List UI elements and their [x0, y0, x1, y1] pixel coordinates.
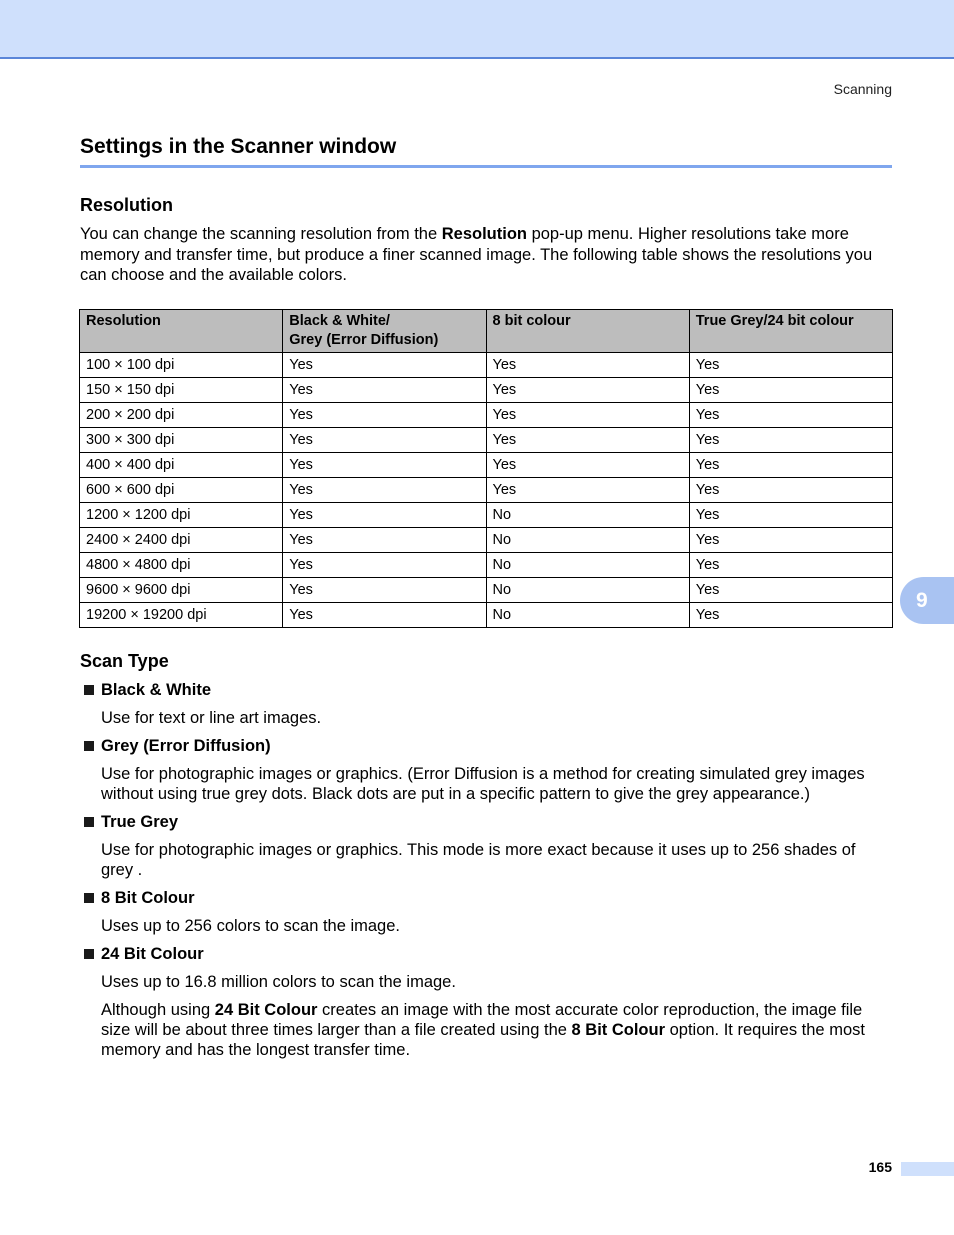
header-resolution: Resolution — [80, 310, 283, 353]
running-head: Scanning — [833, 81, 892, 97]
table-row — [80, 478, 893, 503]
note-text-3: option. It requires the most memory and has the longest transfer time. — [101, 1021, 865, 1059]
cell-8bit: Yes — [486, 403, 689, 428]
table-row — [80, 528, 893, 553]
intro-text-1: You can change the scanning resolution from the — [80, 225, 442, 243]
table-row — [80, 578, 893, 603]
square-bullet-icon — [84, 949, 94, 959]
cell-8bit: Yes — [486, 428, 689, 453]
header-8bit: 8 bit colour — [486, 310, 689, 353]
square-bullet-icon — [84, 741, 94, 751]
cell-resolution: 9600 × 9600 dpi — [80, 578, 283, 603]
intro-text-2: pop-up menu. Higher resolutions take more memory and transfer time, but produce a finer scanned image. The following table shows the resolutions you can choose and the available colors. — [80, 225, 873, 284]
bullet-grey-error-diffusion — [84, 736, 892, 756]
scan-type-list — [84, 680, 892, 1068]
page-title: Settings in the Scanner window — [80, 135, 397, 158]
cell-8bit: Yes — [486, 353, 689, 378]
table-row — [80, 553, 893, 578]
cell-8bit: Yes — [486, 378, 689, 403]
header-band — [0, 0, 954, 59]
cell-8bit: No — [486, 578, 689, 603]
cell-24bit: Yes — [689, 503, 892, 528]
note-bold-8bit: 8 Bit Colour — [571, 1021, 666, 1039]
cell-24bit: Yes — [689, 528, 892, 553]
table-body — [80, 353, 893, 628]
cell-8bit: No — [486, 503, 689, 528]
cell-bw-grey: Yes — [283, 403, 486, 428]
table-row — [80, 353, 893, 378]
bullet-text: Uses up to 16.8 million colors to scan the image. — [101, 973, 456, 991]
cell-bw-grey: Yes — [283, 478, 486, 503]
square-bullet-icon — [84, 685, 94, 695]
cell-8bit: No — [486, 603, 689, 628]
bullet-text: Use for photographic images or graphics. (Error Diffusion is a method for creating simulated grey images without using true grey dots. Black dots are put in a specific pattern to give the grey appearance.) — [101, 765, 865, 803]
square-bullet-icon — [84, 817, 94, 827]
table-row — [80, 503, 893, 528]
cell-24bit: Yes — [689, 353, 892, 378]
cell-bw-grey: Yes — [283, 603, 486, 628]
bullet-24-bit-colour — [84, 944, 892, 964]
bullet-label: True Grey — [101, 813, 179, 831]
header-bw: Black & White/ — [289, 313, 390, 329]
cell-8bit: Yes — [486, 478, 689, 503]
cell-24bit: Yes — [689, 578, 892, 603]
cell-bw-grey: Yes — [283, 553, 486, 578]
note-bold-24bit: 24 Bit Colour — [214, 1001, 318, 1019]
cell-resolution: 1200 × 1200 dpi — [80, 503, 283, 528]
title-rule — [80, 165, 892, 168]
resolution-heading: Resolution — [80, 195, 173, 215]
cell-resolution: 200 × 200 dpi — [80, 403, 283, 428]
cell-8bit: No — [486, 553, 689, 578]
chapter-tab: 9 — [900, 577, 954, 624]
cell-8bit: No — [486, 528, 689, 553]
bullet-8-bit-colour — [84, 888, 892, 908]
table-row — [80, 403, 893, 428]
cell-resolution: 600 × 600 dpi — [80, 478, 283, 503]
bullet-text: Use for text or line art images. — [101, 709, 322, 727]
cell-24bit: Yes — [689, 603, 892, 628]
cell-24bit: Yes — [689, 478, 892, 503]
header-bw-grey — [283, 310, 486, 353]
table-row — [80, 378, 893, 403]
table-row — [80, 603, 893, 628]
cell-bw-grey: Yes — [283, 578, 486, 603]
square-bullet-icon — [84, 893, 94, 903]
cell-resolution: 19200 × 19200 dpi — [80, 603, 283, 628]
cell-8bit: Yes — [486, 453, 689, 478]
scan-type-heading: Scan Type — [80, 651, 169, 671]
table-row — [80, 453, 893, 478]
cell-24bit: Yes — [689, 378, 892, 403]
cell-resolution: 2400 × 2400 dpi — [80, 528, 283, 553]
cell-24bit: Yes — [689, 553, 892, 578]
bullet-note — [101, 1000, 892, 1060]
cell-resolution: 150 × 150 dpi — [80, 378, 283, 403]
cell-24bit: Yes — [689, 403, 892, 428]
intro-bold-resolution: Resolution — [441, 225, 527, 243]
cell-24bit: Yes — [689, 428, 892, 453]
footer-bar — [901, 1162, 954, 1176]
note-text-2: creates an image with the most accurate color reproduction, the image file size will be about three times larger than a file created using the — [101, 1001, 863, 1039]
cell-resolution: 400 × 400 dpi — [80, 453, 283, 478]
header-grey: Grey (Error Diffusion) — [289, 332, 439, 348]
cell-bw-grey: Yes — [283, 353, 486, 378]
cell-bw-grey: Yes — [283, 503, 486, 528]
cell-bw-grey: Yes — [283, 528, 486, 553]
cell-bw-grey: Yes — [283, 378, 486, 403]
bullet-text: Uses up to 256 colors to scan the image. — [101, 917, 400, 935]
table-row — [80, 428, 893, 453]
cell-24bit: Yes — [689, 453, 892, 478]
bullet-label: 8 Bit Colour — [101, 889, 195, 907]
table-header-row — [80, 310, 893, 353]
resolution-intro — [80, 224, 895, 286]
bullet-black-white — [84, 680, 892, 700]
cell-bw-grey: Yes — [283, 453, 486, 478]
note-text-1: Although using — [101, 1001, 215, 1019]
bullet-text: Use for photographic images or graphics. This mode is more exact because it uses up to 256 shades of grey . — [101, 841, 856, 879]
cell-resolution: 100 × 100 dpi — [80, 353, 283, 378]
bullet-true-grey — [84, 812, 892, 832]
resolution-table — [79, 309, 893, 628]
cell-resolution: 4800 × 4800 dpi — [80, 553, 283, 578]
cell-bw-grey: Yes — [283, 428, 486, 453]
cell-resolution: 300 × 300 dpi — [80, 428, 283, 453]
bullet-label: Grey (Error Diffusion) — [101, 737, 271, 755]
bullet-label: 24 Bit Colour — [101, 945, 204, 963]
header-24bit: True Grey/24 bit colour — [689, 310, 892, 353]
bullet-label: Black & White — [101, 681, 212, 699]
page-number: 165 — [868, 1159, 892, 1175]
